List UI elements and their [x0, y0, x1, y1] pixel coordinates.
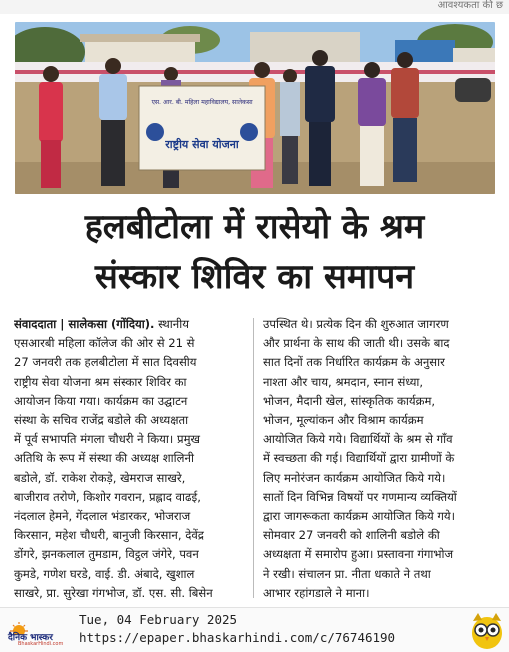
top-strip-cut-text: आवश्यकता की छ — [437, 0, 503, 11]
photo-person-8 — [391, 52, 419, 182]
article-line: आयोजन किया गया। कार्यक्रम का उद्घाटन — [14, 393, 188, 408]
article-left-column — [14, 315, 250, 603]
owl-icon[interactable] — [470, 611, 504, 651]
photo-person-1 — [39, 66, 63, 188]
article-line: स्थानीय — [154, 317, 189, 331]
article-line: लिए मनोरंजन कार्यक्रम आयोजित किये गये। — [263, 470, 446, 485]
footer-date: Tue, 04 February 2025 — [79, 612, 238, 627]
article-line: सातों दिन विभिन्न विषयों पर गणमान्य व्यक्तियों — [263, 489, 457, 504]
article-line: संस्था के सचिव राजेंद्र बडोले की अध्यक्षता — [14, 413, 189, 428]
photo-banner — [139, 86, 265, 170]
photo-banner-line1: एस. आर. बी. महिला महाविद्यालय, सालेकसा — [151, 99, 253, 106]
article-line: सात दिनों तक निर्धारित कार्यक्रम के अनुसार — [263, 355, 445, 370]
photo-banner-line2: राष्ट्रीय सेवा योजना — [165, 138, 239, 151]
photo-person-2 — [99, 58, 127, 186]
article-line: में स्वच्छता की गई। विद्यार्थियों द्वारा ग्रामीणों के — [263, 451, 455, 466]
article-right-column — [263, 315, 499, 603]
article-line: राष्ट्रीय सेवा योजना श्रम संस्कार शिविर का — [14, 374, 187, 389]
column-divider — [253, 318, 254, 598]
article-line: एसआरबी महिला कॉलेज की ओर से 21 से — [14, 336, 195, 351]
logo-sub: BhaskarHindi.com — [18, 641, 64, 647]
photo-banner-emblem-right — [240, 123, 258, 141]
article-line: कुमडे, गणेश घरडे, वाई. डी. अंबादे, खुशाल — [14, 566, 195, 581]
article-line: नंदलाल हेमने, गेंदलाल भंडारकर, भोजराज — [14, 509, 191, 524]
article-first-line — [14, 315, 250, 334]
news-photo — [15, 22, 495, 194]
photo-person-6 — [305, 50, 335, 186]
article-line: में पूर्व सभापति मंगला चौधरी ने किया। प्रमुख — [14, 432, 200, 447]
article-line: साखरे, प्रा. सुरेखा गंगभोज, डॉ. एस. सी. बिसेन — [14, 585, 213, 600]
article-line: बडोले, डॉ. राकेश रोकड़े, खेमराज साखरे, — [14, 470, 186, 485]
bhaskar-logo[interactable] — [8, 621, 66, 649]
photo-banner-emblem-left — [146, 123, 164, 141]
article-line: और प्रार्थना के साथ की जाती थी। उसके बाद — [263, 336, 450, 351]
article-line: अध्यक्षता में समारोप हुआ। प्रस्तावना गंगाभोज — [263, 547, 454, 562]
article-line: नाश्ता और चाय, श्रमदान, स्नान संध्या, — [263, 374, 424, 389]
dateline: संवाददाता | सालेकसा (गोंदिया). — [14, 317, 155, 331]
logo-name: दैनिक भास्कर — [8, 633, 53, 643]
headline-line2: संस्कार शिविर का समापन — [94, 257, 415, 297]
article-line: अतिथि के रूप में संस्था की अध्यक्ष शालिनी — [14, 451, 194, 466]
article-line: 27 जनवरी तक हलबीटोला में सात दिवसीय — [14, 355, 197, 370]
article-line: द्वारा जागरूकता कार्यक्रम आयोजित किये गये। — [263, 509, 456, 524]
photo-building-roof-left — [80, 34, 200, 42]
article-line: भोजन, मैदानी खेल, सांस्कृतिक कार्यक्रम, — [263, 393, 436, 408]
article-line: सोमवार 27 जनवरी को शालिनी बडोले की — [263, 528, 440, 543]
photo-person-5 — [280, 69, 300, 184]
article-line: आभार रहांगडाले ने माना। — [263, 585, 370, 600]
photo-person-7 — [358, 62, 386, 186]
article-line: आयोजित किये गये। विद्यार्थियों के श्रम से गाँव — [263, 432, 453, 447]
top-strip — [0, 0, 509, 14]
article-line: उपस्थित थे। प्रत्येक दिन की शुरुआत जागरण — [263, 317, 449, 331]
headline-line1: हलबीटोला में रासेयो के श्रम — [84, 207, 425, 247]
footer-url[interactable]: https://epaper.bhaskarhindi.com/c/76746190 — [79, 630, 396, 645]
article-line: बाजीराव तरोणे, किशोर गवरान, प्रह्लाद वाढई, — [14, 489, 201, 504]
photo-motorbike — [455, 78, 491, 102]
article-line: डोंगरे, झनकलाल तुमडाम, विट्ठल जंगेरे, पवन — [14, 547, 199, 562]
article-line: भोजन, मूल्यांकन और विश्राम कार्यक्रम — [263, 413, 424, 428]
article-line: किरसान, महेश चौधरी, बानुजी किरसान, देवेंद्र — [14, 528, 204, 543]
footer — [0, 607, 509, 652]
article-line: ने रखी। संचालन प्रा. नीता धकाते ने तथा — [263, 566, 431, 581]
